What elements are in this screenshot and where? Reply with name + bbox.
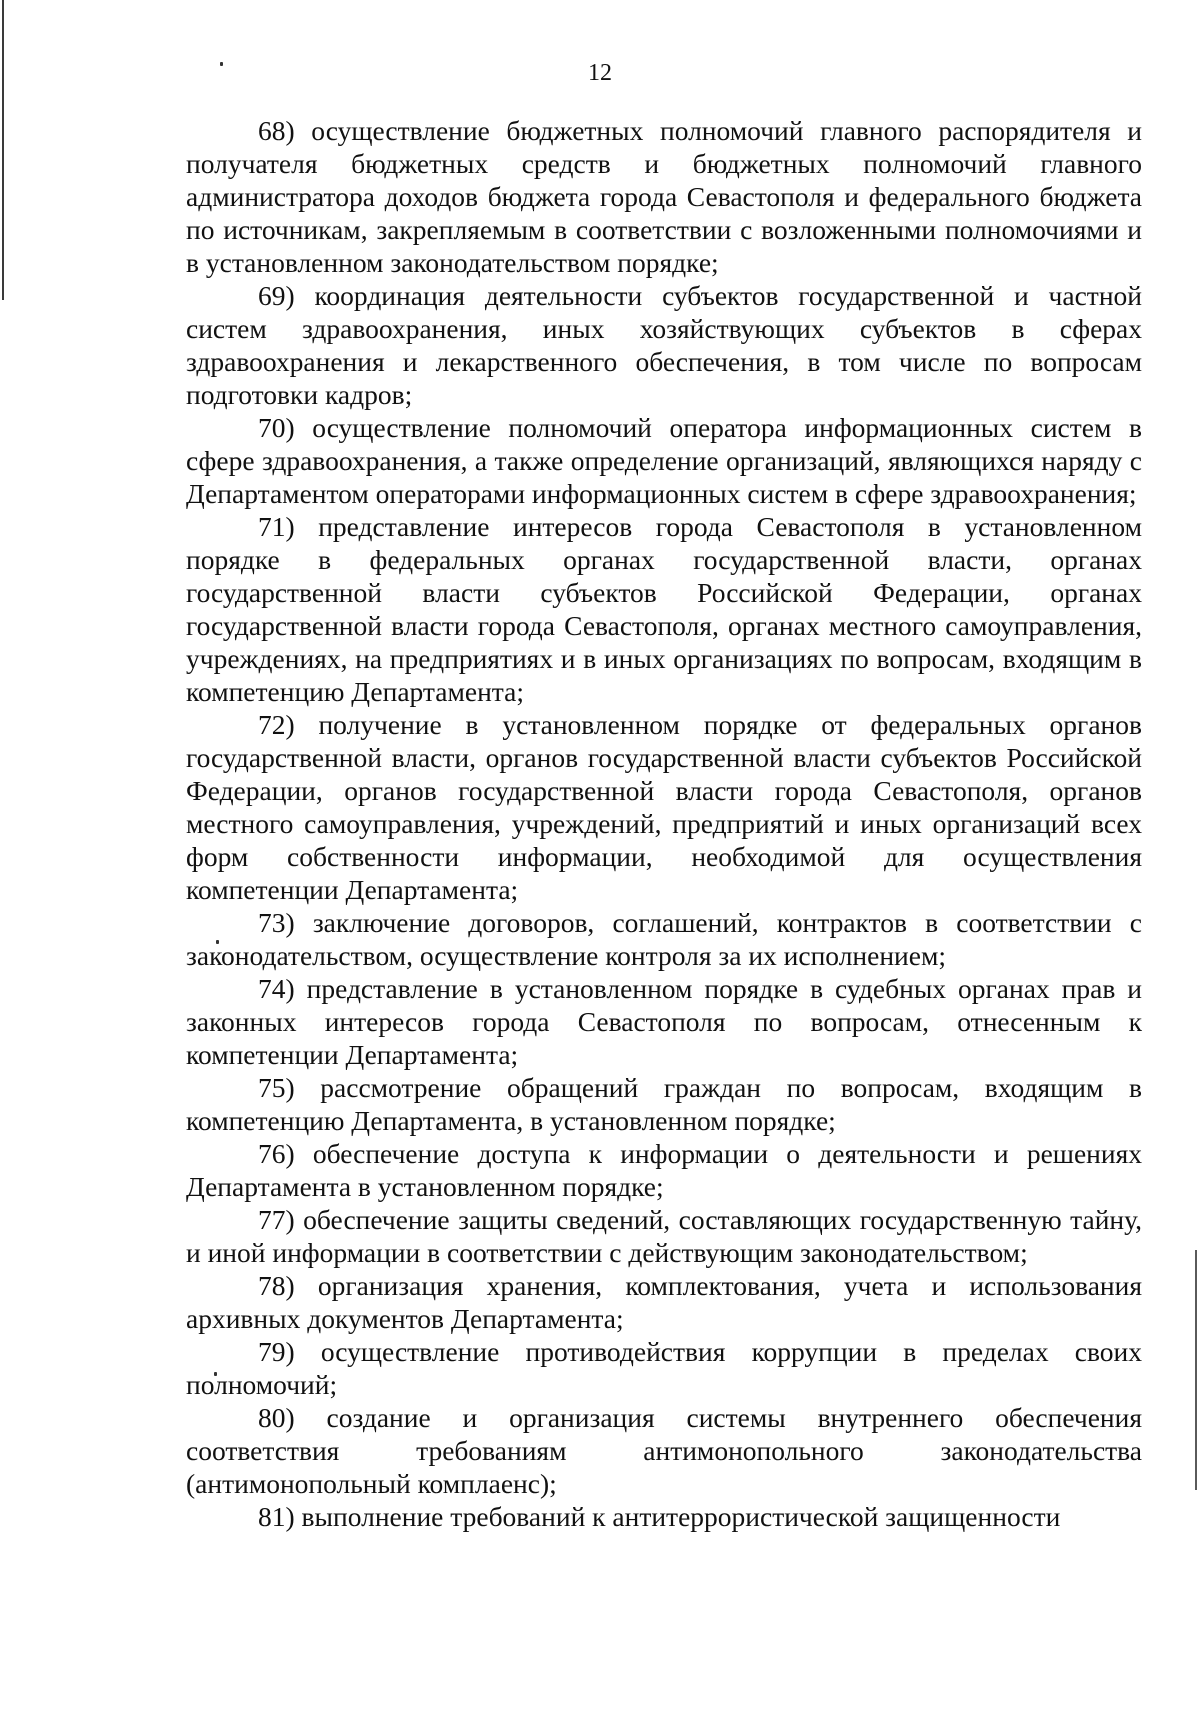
paragraph-80: 80) создание и организация системы внутреннего обеспечения соответствия требованиям антимонопольного законодательства (антимонопольный комплаенс); bbox=[186, 1402, 1142, 1499]
page-number: 12 bbox=[588, 60, 612, 86]
paragraph-71: 71) представление интересов города Севастополя в установленном порядке в федеральных органах государственной власти, органах государственной власти субъектов Российской Федерации, органах государственной власти города Севастополя, органах местного самоуправления, учреждениях, на предприятиях и в иных организациях по вопросам, входящим в компетенцию Департамента; bbox=[186, 511, 1142, 707]
paragraph-69: 69) координация деятельности субъектов государственной и частной систем здравоохранения, иных хозяйствующих субъектов в сферах здравоохранения и лекарственного обеспечения, в том числе по вопросам подготовки кадров; bbox=[186, 280, 1142, 410]
paragraph-81: 81) выполнение требований к антитеррористической защищенности bbox=[258, 1501, 1061, 1532]
paragraph-74: 74) представление в установленном порядке в судебных органах прав и законных интересов города Севастополя по вопросам, отнесенным к компетенции Департамента; bbox=[186, 973, 1142, 1070]
scan-edge-right bbox=[1195, 1250, 1197, 1490]
paragraph-77: 77) обеспечение защиты сведений, составляющих государственную тайну, и иной информации в соответствии с действующим законодательством; bbox=[186, 1204, 1142, 1268]
paragraph-78: 78) организация хранения, комплектования, учета и использования архивных документов Департамента; bbox=[186, 1270, 1142, 1334]
paragraph-73: 73) заключение договоров, соглашений, контрактов в соответствии с законодательством, осуществление контроля за их исполнением; bbox=[186, 907, 1142, 971]
document-body bbox=[186, 114, 1142, 1533]
paragraph-68: 68) осуществление бюджетных полномочий главного распорядителя и получателя бюджетных средств и бюджетных полномочий главного администратора доходов бюджета города Севастополя и федерального бюджета по источникам, закрепляемым в соответствии с возложенными полномочиями и в установленном законодательством порядке; bbox=[186, 115, 1142, 278]
paragraph-76: 76) обеспечение доступа к информации о деятельности и решениях Департамента в установленном порядке; bbox=[186, 1138, 1142, 1202]
paragraph-72: 72) получение в установленном порядке от федеральных органов государственной власти, органов государственной власти субъектов Российской Федерации, органов государственной власти города Севастополя, органов местного самоуправления, учреждений, предприятий и иных организаций всех форм собственности информации, необходимой для осуществления компетенции Департамента; bbox=[186, 709, 1142, 905]
scan-edge-left bbox=[2, 0, 4, 300]
paragraph-75: 75) рассмотрение обращений граждан по вопросам, входящим в компетенцию Департамента, в установленном порядке; bbox=[186, 1072, 1142, 1136]
paragraph-79: 79) осуществление противодействия коррупции в пределах своих полномочий; bbox=[186, 1336, 1142, 1400]
paragraph-70: 70) осуществление полномочий оператора информационных систем в сфере здравоохранения, а также определение организаций, являющихся наряду с Департаментом операторами информационных систем в сфере здравоохранения; bbox=[186, 412, 1142, 509]
